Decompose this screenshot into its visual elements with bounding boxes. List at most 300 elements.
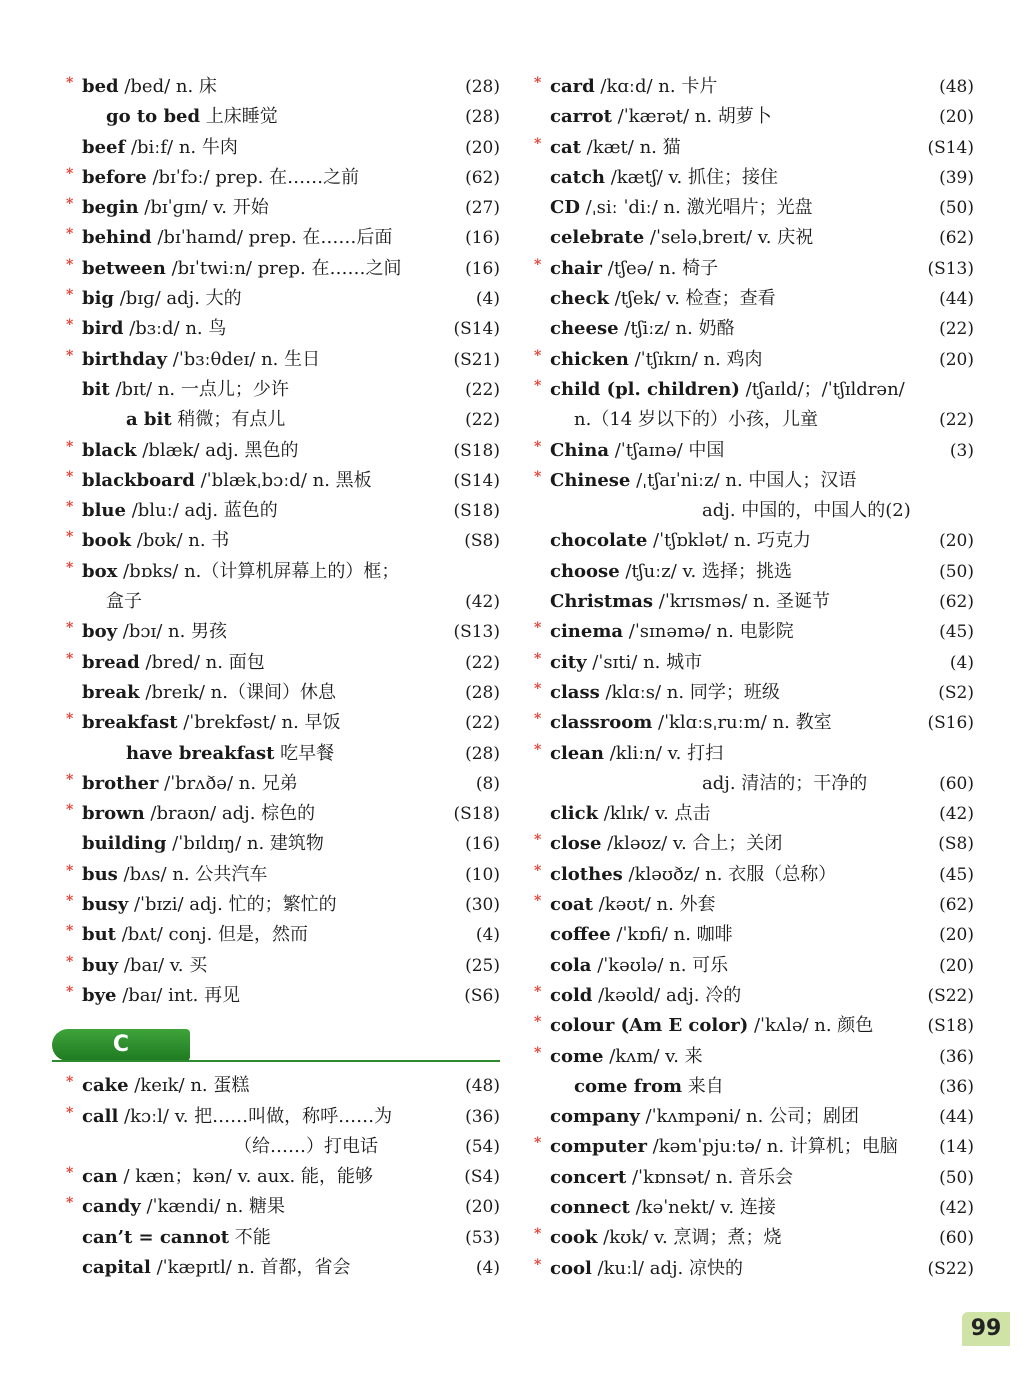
core-word-marker: * — [66, 347, 74, 364]
definition: /kʊk/ v. 烹调；煮；烧 — [597, 1227, 782, 1249]
vocab-entry — [528, 557, 974, 587]
core-word-marker: * — [534, 680, 542, 697]
definition: /ˈklɑːsˌruːm/ n. 教室 — [652, 712, 832, 734]
definition: /breɪk/ n.（课间）休息 — [139, 681, 336, 703]
headword: cold — [550, 984, 593, 1006]
core-word-marker: * — [66, 802, 74, 819]
headword: cinema — [550, 621, 624, 643]
core-word-marker: * — [534, 468, 542, 485]
vocab-entry — [60, 981, 500, 1011]
vocab-entry — [528, 981, 974, 1011]
headword: a bit — [126, 409, 172, 431]
core-word-marker: * — [66, 923, 74, 940]
page-reference: (36) — [939, 1046, 974, 1067]
vocab-entry — [528, 708, 974, 738]
vocab-entry — [60, 829, 500, 859]
entry-text — [82, 345, 320, 375]
page-reference: (4) — [475, 925, 500, 946]
right-column — [528, 72, 974, 1284]
entry-text — [550, 1011, 873, 1041]
headword: check — [550, 288, 609, 310]
page-reference: (20) — [939, 107, 974, 128]
page-reference: (39) — [939, 167, 974, 188]
entry-text — [82, 829, 324, 859]
headword: between — [82, 257, 166, 279]
definition: /klɑːs/ n. 同学；班级 — [599, 681, 780, 703]
entry-text — [82, 1192, 285, 1222]
entry-text — [82, 133, 238, 163]
core-word-marker: * — [66, 256, 74, 273]
vocab-entry — [528, 678, 974, 708]
entry-text — [82, 951, 207, 981]
definition: /bɪˈhaɪnd/ prep. 在……后面 — [151, 227, 393, 249]
entry-text — [550, 1102, 859, 1132]
page-reference: (62) — [465, 167, 500, 188]
core-word-marker: * — [66, 650, 74, 667]
definition: /ˈtʃaɪnə/ 中国 — [609, 439, 725, 461]
headword: choose — [550, 560, 620, 582]
entry-text — [82, 284, 242, 314]
definition: /bluː/ adj. 蓝色的 — [125, 500, 278, 522]
vocab-entry — [60, 920, 500, 950]
headword: connect — [550, 1196, 630, 1218]
page-reference: (44) — [939, 289, 974, 310]
definition: /ˈbɪzi/ adj. 忙的；繁忙的 — [128, 894, 337, 916]
vocab-entry — [528, 739, 974, 769]
entry-text — [550, 799, 710, 829]
page-reference: (14) — [939, 1137, 974, 1158]
vocab-entry — [528, 314, 974, 344]
headword: cake — [82, 1075, 129, 1097]
entry-text — [82, 860, 267, 890]
page-reference: (S8) — [938, 834, 974, 855]
headword: China — [550, 439, 610, 461]
headword: break — [82, 681, 140, 703]
definition: /bɪˈɡɪn/ v. 开始 — [138, 197, 269, 219]
headword: brother — [82, 772, 159, 794]
definition: /ˈkærət/ n. 胡萝卜 — [611, 106, 772, 128]
definition: /bɪt/ n. 一点儿；少许 — [109, 378, 289, 400]
core-word-marker: * — [534, 983, 542, 1000]
vocab-entry — [528, 405, 974, 435]
headword: card — [550, 76, 595, 97]
page-reference: (20) — [939, 349, 974, 370]
vocab-entry — [60, 405, 500, 435]
core-word-marker: * — [534, 1135, 542, 1152]
headword: building — [82, 833, 167, 855]
definition: /klɪk/ v. 点击 — [598, 803, 711, 825]
page-reference: (27) — [465, 198, 500, 219]
core-word-marker: * — [66, 983, 74, 1000]
page-reference: (S8) — [464, 531, 500, 552]
headword: close — [550, 833, 602, 855]
core-word-marker: * — [66, 529, 74, 546]
headword: class — [550, 681, 600, 703]
vocab-entry — [528, 284, 974, 314]
definition: /ˈkændi/ n. 糖果 — [140, 1196, 286, 1218]
headword: before — [82, 166, 147, 188]
entry-text — [550, 345, 763, 375]
entry-text — [550, 1223, 781, 1253]
definition: /kəʊld/ adj. 冷的 — [592, 984, 742, 1006]
headword: capital — [82, 1256, 151, 1278]
entry-text — [82, 526, 229, 556]
headword: catch — [550, 166, 605, 188]
section-letter-tab: C — [52, 1029, 190, 1061]
entry-text — [550, 466, 856, 496]
entry-text — [82, 1071, 249, 1101]
definition: /ˈkʌmpəni/ n. 公司；剧团 — [639, 1106, 860, 1128]
vocab-entry — [60, 1223, 500, 1253]
page-number: 99 — [962, 1312, 1010, 1346]
entry-text — [574, 1072, 724, 1102]
vocab-entry — [60, 436, 500, 466]
vocab-entry — [528, 102, 974, 132]
definition: /kɑːd/ n. 卡片 — [594, 76, 718, 97]
headword: begin — [82, 197, 139, 219]
core-word-marker: * — [534, 377, 542, 394]
definition: /kəmˈpjuːtə/ n. 计算机；电脑 — [646, 1136, 898, 1158]
vocab-entry — [60, 1132, 500, 1162]
vocab-entry — [528, 254, 974, 284]
vocab-entry — [528, 769, 974, 799]
entry-text — [106, 587, 142, 617]
definition: /kləʊðz/ n. 衣服（总称） — [622, 863, 837, 885]
core-word-marker: * — [66, 226, 74, 243]
vocab-entry — [528, 1011, 974, 1041]
page-reference: (28) — [465, 107, 500, 128]
definition: /ˈseləˌbreɪt/ v. 庆祝 — [644, 227, 814, 249]
core-word-marker: * — [534, 135, 542, 152]
entry-text — [82, 72, 217, 102]
headword: birthday — [82, 348, 168, 370]
entry-text — [550, 648, 702, 678]
definition: /bɪˈfɔː/ prep. 在……之前 — [146, 166, 360, 188]
core-word-marker: * — [534, 1226, 542, 1243]
entry-text — [550, 1254, 743, 1284]
definition: /kləʊz/ v. 合上；关闭 — [601, 833, 783, 855]
headword: buy — [82, 954, 119, 976]
core-word-marker: * — [66, 165, 74, 182]
entry-text — [550, 163, 778, 193]
entry-text — [550, 133, 681, 163]
headword: come — [550, 1045, 604, 1067]
vocab-entry — [528, 1102, 974, 1132]
definition: /ˈsɪnəmə/ n. 电影院 — [623, 621, 794, 643]
definition: /ˈkɒnsət/ n. 音乐会 — [626, 1166, 793, 1188]
vocab-entry — [60, 193, 500, 223]
headword: chair — [550, 257, 603, 279]
definition: n.（14 岁以下的）小孩，儿童 — [574, 409, 818, 431]
entry-text — [82, 1162, 373, 1192]
headword: cheese — [550, 318, 619, 340]
entry-text — [550, 708, 832, 738]
entry-text — [550, 1042, 703, 1072]
vocab-entry — [528, 1193, 974, 1223]
core-word-marker: * — [66, 196, 74, 213]
definition: /tʃeə/ n. 椅子 — [602, 257, 719, 279]
core-word-marker: * — [66, 438, 74, 455]
definition: /baɪ/ v. 买 — [118, 954, 208, 976]
page-reference: (S22) — [927, 985, 974, 1006]
page-reference: (28) — [465, 682, 500, 703]
page-reference: (20) — [465, 137, 500, 158]
core-word-marker: * — [66, 468, 74, 485]
definition: /ˈbrekfəst/ n. 早饭 — [177, 712, 341, 734]
vocab-entry — [528, 72, 974, 102]
entry-text — [550, 436, 724, 466]
headword: have breakfast — [126, 742, 275, 764]
entry-text — [550, 587, 830, 617]
core-word-marker: * — [534, 1044, 542, 1061]
page-reference: (20) — [939, 531, 974, 552]
page-reference: (S22) — [927, 1258, 974, 1279]
definition: /bʊk/ n. 书 — [131, 530, 230, 552]
core-word-marker: * — [66, 75, 74, 91]
core-word-marker: * — [534, 893, 542, 910]
page-reference: (4) — [475, 289, 500, 310]
vocab-entry — [60, 769, 500, 799]
definition: /tʃek/ v. 检查；查看 — [608, 288, 776, 310]
vocab-entry — [528, 890, 974, 920]
section-header-c — [60, 1011, 500, 1071]
headword: Chinese — [550, 469, 631, 491]
page-reference: (22) — [939, 319, 974, 340]
core-word-marker: * — [66, 953, 74, 970]
vocab-entry — [528, 223, 974, 253]
entry-text — [82, 890, 337, 920]
entry-text — [550, 284, 776, 314]
page-reference: (22) — [465, 379, 500, 400]
page-reference: (20) — [465, 1197, 500, 1218]
page-reference: (S21) — [453, 349, 500, 370]
entry-text — [82, 223, 392, 253]
core-word-marker: * — [534, 862, 542, 879]
headword: clean — [550, 742, 604, 764]
entry-text — [550, 860, 836, 890]
vocab-entry — [60, 375, 500, 405]
entry-text — [550, 617, 794, 647]
entry-text — [550, 254, 718, 284]
headword: concert — [550, 1166, 627, 1188]
headword: CD — [550, 197, 580, 219]
vocab-entry — [60, 557, 500, 587]
vocab-entry — [60, 163, 500, 193]
vocab-entry — [60, 496, 500, 526]
vocab-entry — [528, 1163, 974, 1193]
headword: cook — [550, 1227, 598, 1249]
definition: /braʊn/ adj. 棕色的 — [144, 803, 316, 825]
vocab-entry — [528, 496, 974, 526]
vocab-entry — [60, 72, 500, 102]
headword: bird — [82, 318, 124, 340]
entry-text — [82, 799, 315, 829]
page-reference: (S14) — [453, 319, 500, 340]
entry-text — [574, 405, 818, 435]
vocab-entry — [60, 1162, 500, 1192]
definition: /kætʃ/ v. 抓住；接住 — [604, 166, 778, 188]
page-reference: (53) — [465, 1227, 500, 1248]
vocab-entry — [528, 345, 974, 375]
definition: 来自 — [682, 1075, 724, 1097]
entry-text — [82, 617, 227, 647]
headword: computer — [550, 1136, 647, 1158]
definition: 上床睡觉 — [200, 106, 278, 128]
vocab-entry — [60, 587, 500, 617]
page-reference: (42) — [939, 804, 974, 825]
entry-text — [82, 375, 289, 405]
definition: /bed/ n. 床 — [118, 76, 217, 97]
definition: /baɪ/ int. 再见 — [116, 984, 241, 1006]
entry-text — [550, 1163, 793, 1193]
headword: child (pl. children) — [550, 378, 740, 400]
headword: can’t = cannot — [82, 1226, 230, 1248]
entry-text — [550, 920, 733, 950]
page-reference: (S4) — [464, 1167, 500, 1188]
definition: /kɔːl/ v. 把……叫做，称呼……为 — [118, 1105, 393, 1127]
entry-text — [702, 496, 911, 526]
headword: blue — [82, 500, 126, 522]
vocab-entry — [60, 102, 500, 132]
entry-text — [550, 739, 723, 769]
definition: /biːf/ n. 牛肉 — [125, 136, 238, 158]
vocab-entry — [60, 345, 500, 375]
core-word-marker: * — [534, 620, 542, 637]
page-reference: (S14) — [453, 470, 500, 491]
entry-text — [550, 557, 792, 587]
vocab-entry — [60, 951, 500, 981]
definition: /ˈsɪti/ n. 城市 — [586, 651, 703, 673]
vocab-entry — [528, 193, 974, 223]
definition: adj. 清洁的；干净的 — [702, 772, 868, 794]
page-reference: (25) — [465, 955, 500, 976]
entry-text — [106, 102, 278, 132]
page-reference: (4) — [949, 652, 974, 673]
headword: boy — [82, 621, 118, 643]
entry-text — [82, 1102, 392, 1132]
headword: bye — [82, 984, 117, 1006]
definition: /tʃiːz/ n. 奶酪 — [618, 318, 735, 340]
vocab-entry — [528, 860, 974, 890]
left-column — [60, 72, 500, 1283]
page-reference: (50) — [939, 561, 974, 582]
core-word-marker: * — [66, 1104, 74, 1121]
entry-text — [82, 466, 372, 496]
definition: /bʌt/ conj. 但是，然而 — [116, 924, 309, 946]
headword: Christmas — [550, 591, 654, 613]
page-reference: (42) — [465, 592, 500, 613]
page-reference: (50) — [939, 1167, 974, 1188]
headword: bit — [82, 378, 110, 400]
vocab-entry — [60, 284, 500, 314]
definition: /tʃuːz/ v. 选择；挑选 — [619, 560, 792, 582]
core-word-marker: * — [66, 1195, 74, 1212]
page-reference: (S13) — [927, 258, 974, 279]
vocab-entry — [60, 1253, 500, 1283]
entry-text — [82, 163, 359, 193]
entry-text — [550, 193, 813, 223]
headword: chicken — [550, 348, 629, 370]
page-reference: (22) — [939, 410, 974, 431]
entry-text — [550, 829, 782, 859]
definition: 不能 — [229, 1226, 271, 1248]
core-word-marker: * — [66, 771, 74, 788]
vocab-entry — [60, 708, 500, 738]
core-word-marker: * — [66, 499, 74, 516]
definition: /bɜːd/ n. 鸟 — [123, 318, 227, 340]
vocab-entry — [60, 617, 500, 647]
core-word-marker: * — [534, 1256, 542, 1273]
vocab-entry — [528, 1072, 974, 1102]
definition: /ˈbɜːθdeɪ/ n. 生日 — [167, 348, 321, 370]
vocab-entry — [60, 739, 500, 769]
page-reference: (S16) — [927, 713, 974, 734]
vocab-entry — [528, 163, 974, 193]
page-reference: (62) — [939, 228, 974, 249]
vocab-entry — [528, 587, 974, 617]
page-reference: (22) — [465, 713, 500, 734]
headword: clothes — [550, 863, 623, 885]
vocab-entry — [528, 1254, 974, 1284]
page-reference: (16) — [465, 228, 500, 249]
page-reference: (48) — [939, 77, 974, 97]
headword: bus — [82, 863, 118, 885]
entry-text — [82, 1223, 271, 1253]
vocab-entry — [528, 375, 974, 405]
definition: /blæk/ adj. 黑色的 — [136, 439, 299, 461]
headword: go to bed — [106, 106, 201, 128]
definition: （给……）打电话 — [234, 1135, 378, 1157]
core-word-marker: * — [66, 287, 74, 304]
definition: /ˈbɪldɪŋ/ n. 建筑物 — [166, 833, 324, 855]
vocab-entry — [60, 223, 500, 253]
page-reference: (10) — [465, 864, 500, 885]
headword: come from — [574, 1075, 683, 1097]
page-reference: (S18) — [453, 440, 500, 461]
definition: /bɔɪ/ n. 男孩 — [117, 621, 228, 643]
headword: carrot — [550, 106, 612, 128]
definition: /ˈbrʌðə/ n. 兄弟 — [158, 772, 298, 794]
vocab-entry — [528, 1132, 974, 1162]
vocab-entry — [528, 920, 974, 950]
page-reference: (4) — [475, 1257, 500, 1278]
headword: classroom — [550, 712, 653, 734]
headword: bread — [82, 651, 140, 673]
page-reference: (45) — [939, 622, 974, 643]
definition: /ˈkɒfi/ n. 咖啡 — [610, 924, 733, 946]
vocab-entry — [60, 1192, 500, 1222]
headword: big — [82, 288, 115, 310]
definition: /ˈkəʊlə/ n. 可乐 — [591, 954, 729, 976]
entry-text — [82, 769, 298, 799]
entry-text — [234, 1132, 378, 1162]
page-reference: (50) — [939, 198, 974, 219]
entry-text — [550, 1132, 898, 1162]
section-divider — [52, 1060, 500, 1062]
core-word-marker: * — [534, 650, 542, 667]
page-reference: (20) — [939, 925, 974, 946]
core-word-marker: * — [66, 620, 74, 637]
headword: behind — [82, 227, 152, 249]
page-reference: (48) — [465, 1076, 500, 1097]
core-word-marker: * — [534, 1014, 542, 1031]
page-reference: (3) — [949, 440, 974, 461]
entry-text — [550, 223, 813, 253]
entry-text — [550, 314, 735, 344]
entry-text — [550, 526, 811, 556]
core-word-marker: * — [534, 438, 542, 455]
entry-text — [550, 375, 905, 405]
